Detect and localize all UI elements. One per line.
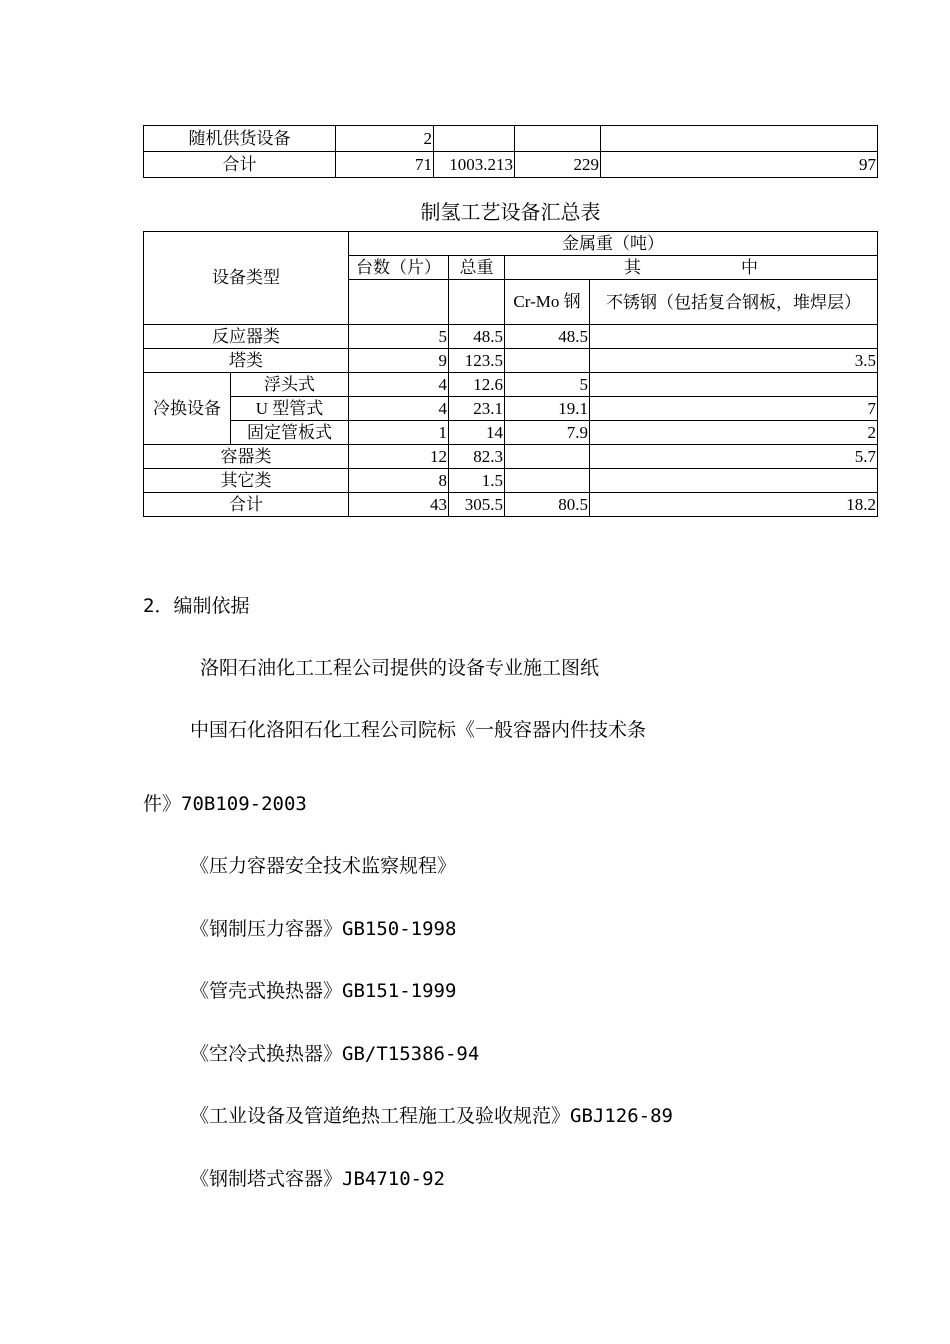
row-label: 其它类 <box>144 469 349 493</box>
stainless-cell: 7 <box>590 397 878 421</box>
row-label: 塔类 <box>144 349 349 373</box>
paragraph: 《管壳式换热器》GB151-1999 <box>190 980 457 1002</box>
table-row <box>144 469 878 493</box>
row-label: 容器类 <box>144 445 349 469</box>
crmo-cell: 229 <box>515 152 601 178</box>
stainless-cell <box>590 325 878 349</box>
crmo-cell: 80.5 <box>505 493 590 517</box>
crmo-cell: 19.1 <box>505 397 590 421</box>
table-row <box>144 445 878 469</box>
header-count-blank <box>349 280 449 325</box>
table-row <box>144 421 878 445</box>
total-cell: 305.5 <box>449 493 505 517</box>
paragraph: 件》70B109-2003 <box>143 793 307 815</box>
stainless-cell: 18.2 <box>590 493 878 517</box>
table-row <box>144 493 878 517</box>
header-of-which-1: 其 <box>624 257 641 277</box>
header-equipment-type: 设备类型 <box>144 232 349 325</box>
row-label: 反应器类 <box>144 325 349 349</box>
header-of-which-2: 中 <box>741 257 758 277</box>
paragraph: 《空冷式换热器》GB/T15386-94 <box>190 1043 480 1065</box>
total-cell: 82.3 <box>449 445 505 469</box>
crmo-cell <box>505 349 590 373</box>
header-row <box>144 232 878 256</box>
table-row <box>144 152 878 178</box>
count-cell: 4 <box>349 373 449 397</box>
count-cell: 9 <box>349 349 449 373</box>
stainless-cell: 3.5 <box>590 349 878 373</box>
paragraph: 中国石化洛阳石化工程公司院标《一般容器内件技术条 <box>190 719 647 741</box>
summary-table-continued <box>143 125 878 178</box>
equipment-summary-table <box>143 231 878 517</box>
weight-cell: 1003.213 <box>434 152 515 178</box>
stainless-cell: 97 <box>601 152 878 178</box>
crmo-cell: 7.9 <box>505 421 590 445</box>
paragraph: 洛阳石油化工工程公司提供的设备专业施工图纸 <box>200 657 600 679</box>
table-row <box>144 373 878 397</box>
crmo-cell <box>515 126 601 152</box>
count-cell: 43 <box>349 493 449 517</box>
header-crmo: Cr-Mo 钢 <box>505 280 590 325</box>
stainless-cell: 2 <box>590 421 878 445</box>
table-row <box>144 126 878 152</box>
crmo-cell: 5 <box>505 373 590 397</box>
header-stainless: 不锈钢（包括复合钢板，堆焊层） <box>590 280 878 325</box>
row-label: U 型管式 <box>231 397 349 421</box>
header-metal-weight: 金属重（吨） <box>349 232 878 256</box>
paragraph: 《工业设备及管道绝热工程施工及验收规范》GBJ126-89 <box>190 1105 673 1127</box>
section-heading: 2．编制依据 <box>143 595 250 617</box>
count-cell: 12 <box>349 445 449 469</box>
table-row <box>144 397 878 421</box>
header-count: 台数（片） <box>349 256 449 280</box>
total-cell: 48.5 <box>449 325 505 349</box>
row-label: 合计 <box>144 493 349 517</box>
table-row <box>144 325 878 349</box>
table-row <box>144 349 878 373</box>
stainless-cell <box>590 373 878 397</box>
count-cell: 2 <box>336 126 434 152</box>
header-of-which <box>505 256 878 280</box>
count-cell: 71 <box>336 152 434 178</box>
row-label: 合计 <box>144 152 336 178</box>
total-cell: 12.6 <box>449 373 505 397</box>
total-cell: 14 <box>449 421 505 445</box>
total-cell: 1.5 <box>449 469 505 493</box>
stainless-cell: 5.7 <box>590 445 878 469</box>
row-label: 随机供货设备 <box>144 126 336 152</box>
table-title: 制氢工艺设备汇总表 <box>420 200 601 224</box>
crmo-cell <box>505 445 590 469</box>
total-cell: 23.1 <box>449 397 505 421</box>
crmo-cell <box>505 469 590 493</box>
count-cell: 8 <box>349 469 449 493</box>
count-cell: 1 <box>349 421 449 445</box>
paragraph: 《压力容器安全技术监察规程》 <box>190 855 457 877</box>
stainless-cell <box>590 469 878 493</box>
group-heat-exchanger: 冷换设备 <box>144 373 231 445</box>
paragraph: 《钢制压力容器》GB150-1998 <box>190 918 457 940</box>
count-cell: 5 <box>349 325 449 349</box>
paragraph: 《钢制塔式容器》JB4710-92 <box>190 1168 445 1190</box>
count-cell: 4 <box>349 397 449 421</box>
stainless-cell <box>601 126 878 152</box>
weight-cell <box>434 126 515 152</box>
crmo-cell: 48.5 <box>505 325 590 349</box>
total-cell: 123.5 <box>449 349 505 373</box>
header-total-blank <box>449 280 505 325</box>
row-label: 浮头式 <box>231 373 349 397</box>
row-label: 固定管板式 <box>231 421 349 445</box>
header-total-weight: 总重 <box>449 256 505 280</box>
